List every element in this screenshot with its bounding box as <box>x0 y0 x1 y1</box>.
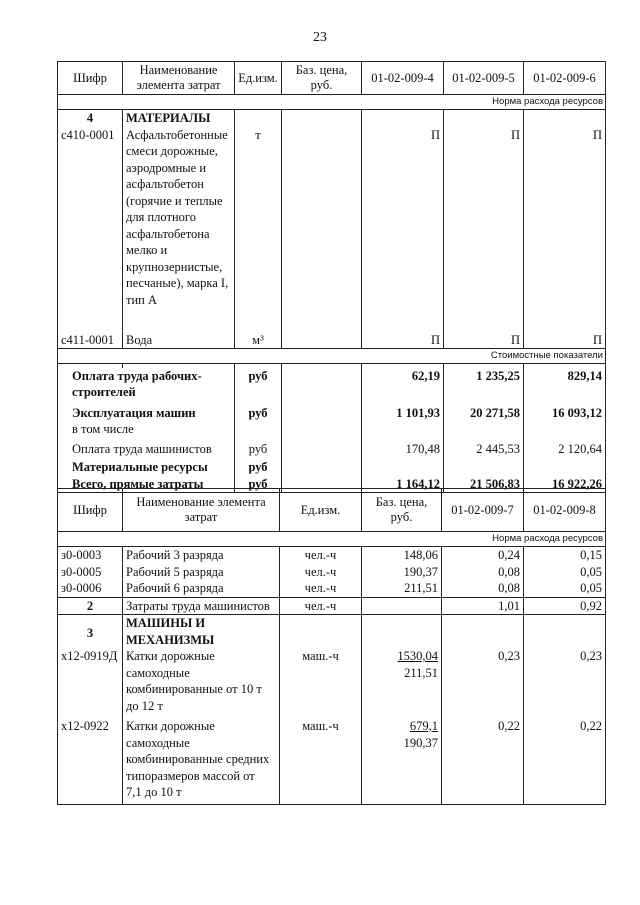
row-value-8: 0,22 <box>524 718 606 804</box>
cost-unit: руб <box>235 476 282 493</box>
cost-label: Стоимостные показатели <box>58 349 606 364</box>
cost-row <box>58 368 606 401</box>
row-value-7: 0,22 <box>442 718 524 804</box>
row-value-8: 0,23 <box>524 648 606 718</box>
row-unit: чел.-ч <box>280 580 362 597</box>
header-col-5: 01-02-009-5 <box>444 62 524 95</box>
cost-unit: руб <box>235 457 282 476</box>
row-name: Рабочий 5 разряда <box>123 564 280 581</box>
header-unit: Ед.изм. <box>235 62 282 95</box>
resource-table-1 <box>57 61 606 493</box>
section-title: МАТЕРИАЛЫ <box>123 110 235 127</box>
norm-label-row <box>58 532 606 547</box>
table-row <box>58 718 606 804</box>
header-price: Баз. цена, руб. <box>362 489 442 532</box>
cost-row <box>58 421 606 438</box>
row-price: 211,51 <box>362 580 442 597</box>
row-code: з0-0003 <box>58 547 123 564</box>
row-unit: чел.-ч <box>280 547 362 564</box>
header-name: Наименование элемента затрат <box>123 62 235 95</box>
table-row <box>58 580 606 597</box>
row-value-4: П <box>362 127 444 325</box>
cost-name: Эксплуатация машин <box>58 401 235 422</box>
header-price: Баз. цена, руб. <box>282 62 362 95</box>
row-price: 148,06 <box>362 547 442 564</box>
row-value-8: 0,05 <box>524 564 606 581</box>
cost-row <box>58 438 606 458</box>
norm-label: Норма расхода ресурсов <box>58 95 606 110</box>
row-code: х12-0922 <box>58 718 123 804</box>
section-title: МАШИНЫ И МЕХАНИЗМЫ <box>123 615 280 649</box>
cost-name: Всего, прямые затраты <box>58 476 235 493</box>
table-row <box>58 547 606 564</box>
header-col-6: 01-02-009-6 <box>524 62 606 95</box>
cost-unit: руб <box>235 368 282 401</box>
row-value-4: П <box>362 325 444 349</box>
header-col-7: 01-02-009-7 <box>442 489 524 532</box>
row-name: Асфальтобетонные смеси дорожные, аэродромные и асфальтобетон (горячие и теплые для плотного асфальтобетона мелко и крупнозернистые, песчаные), марка I, тип А <box>123 127 235 325</box>
row-name: Катки дорожные самоходные комбинированные от 10 т до 12 т <box>123 648 280 718</box>
row-name: Рабочий 3 разряда <box>123 547 280 564</box>
row-price: 679,1 190,37 <box>362 718 442 804</box>
row-name: Катки дорожные самоходные комбинированные средних типоразмеров массой от 7,1 до 10 т <box>123 718 280 804</box>
resource-table-2 <box>57 488 606 805</box>
cost-row <box>58 457 606 476</box>
header-unit: Ед.изм. <box>280 489 362 532</box>
row-value-7: 0,23 <box>442 648 524 718</box>
cost-name: Оплата труда машинистов <box>58 438 235 458</box>
table-row <box>58 648 606 718</box>
cost-value-4: 170,48 <box>362 438 444 458</box>
row-unit: м³ <box>235 325 282 349</box>
header-col-4: 01-02-009-4 <box>362 62 444 95</box>
cost-value-5: 21 506,83 <box>444 476 524 493</box>
norm-label-row <box>58 95 606 110</box>
row-unit: маш.-ч <box>280 718 362 804</box>
row-value-8: 0,05 <box>524 580 606 597</box>
labor-row <box>58 597 606 615</box>
cost-name: в том числе <box>58 421 235 438</box>
section-code: 3 <box>58 615 123 649</box>
cost-row <box>58 401 606 422</box>
table-row <box>58 127 606 325</box>
cost-value-4: 62,19 <box>362 368 444 401</box>
header-code: Шифр <box>58 489 123 532</box>
labor-unit: чел.-ч <box>280 597 362 615</box>
header-code: Шифр <box>58 62 123 95</box>
row-price: 190,37 <box>362 564 442 581</box>
cost-value-6: 2 120,64 <box>524 438 606 458</box>
norm-label: Норма расхода ресурсов <box>58 532 606 547</box>
table-row <box>58 325 606 349</box>
row-unit: маш.-ч <box>280 648 362 718</box>
labor-value-8: 0,92 <box>524 597 606 615</box>
table-row <box>58 564 606 581</box>
row-value-6: П <box>524 325 606 349</box>
section-row <box>58 615 606 649</box>
table1-header-row <box>58 62 606 95</box>
row-code: з0-0006 <box>58 580 123 597</box>
row-value-5: П <box>444 127 524 325</box>
row-value-5: П <box>444 325 524 349</box>
row-name: Вода <box>123 325 235 349</box>
cost-value-4: 1 164,12 <box>362 476 444 493</box>
row-code: с410-0001 <box>58 127 123 325</box>
row-unit: т <box>235 127 282 325</box>
cost-value-6: 16 922,26 <box>524 476 606 493</box>
row-unit: чел.-ч <box>280 564 362 581</box>
row-value-7: 0,08 <box>442 564 524 581</box>
labor-name: Затраты труда машинистов <box>123 597 280 615</box>
labor-value-7: 1,01 <box>442 597 524 615</box>
cost-label-row <box>58 349 606 364</box>
row-code: с411-0001 <box>58 325 123 349</box>
cost-unit: руб <box>235 438 282 458</box>
table2-header-row <box>58 489 606 532</box>
cost-value-5: 1 235,25 <box>444 368 524 401</box>
section-row <box>58 110 606 127</box>
cost-value-4: 1 101,93 <box>362 401 444 422</box>
cost-name: Оплата труда рабочих- строителей <box>58 368 235 401</box>
page-number: 23 <box>313 30 327 45</box>
row-value-7: 0,24 <box>442 547 524 564</box>
cost-value-5: 20 271,58 <box>444 401 524 422</box>
labor-code: 2 <box>58 597 123 615</box>
section-code: 4 <box>58 110 123 127</box>
header-name: Наименование элемента затрат <box>123 489 280 532</box>
cost-value-6: 16 093,12 <box>524 401 606 422</box>
row-code: з0-0005 <box>58 564 123 581</box>
row-value-7: 0,08 <box>442 580 524 597</box>
row-price: 1530,04 211,51 <box>362 648 442 718</box>
cost-value-6: 829,14 <box>524 368 606 401</box>
cost-value-5: 2 445,53 <box>444 438 524 458</box>
row-name: Рабочий 6 разряда <box>123 580 280 597</box>
cost-name: Материальные ресурсы <box>58 457 235 476</box>
header-col-8: 01-02-009-8 <box>524 489 606 532</box>
row-value-6: П <box>524 127 606 325</box>
cost-unit: руб <box>235 401 282 422</box>
row-code: х12-0919Д <box>58 648 123 718</box>
row-value-8: 0,15 <box>524 547 606 564</box>
